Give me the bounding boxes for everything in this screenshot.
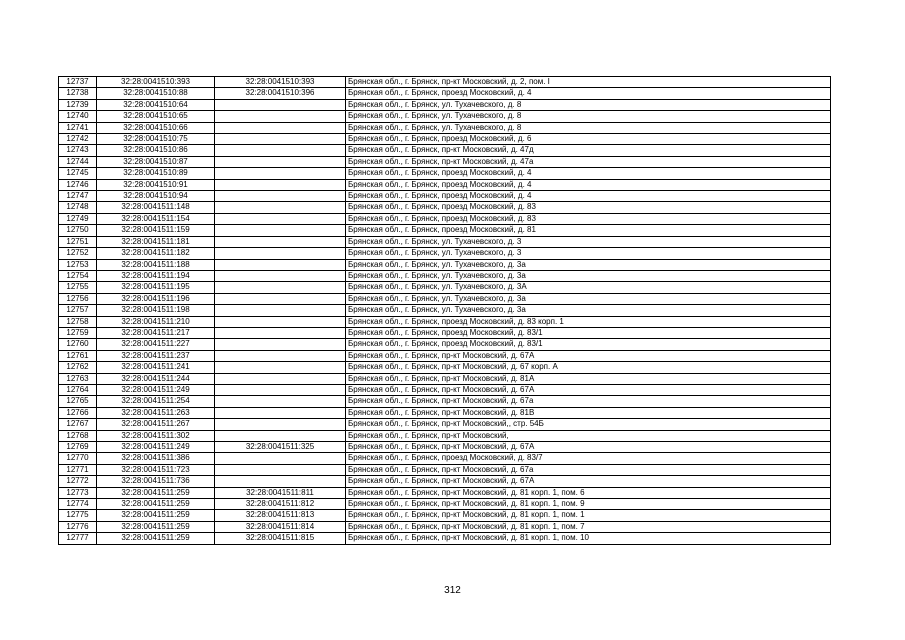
cadastral-number-cell: 32:28:0041510:66 (97, 122, 215, 133)
address-cell: Брянская обл., г. Брянск, пр-кт Московский, д. 81А (346, 373, 831, 384)
cadastral-number-cell: 32:28:0041511:386 (97, 453, 215, 464)
parent-cadastral-number-cell (215, 327, 346, 338)
cadastral-number-cell: 32:28:0041511:263 (97, 407, 215, 418)
parent-cadastral-number-cell (215, 373, 346, 384)
table-row (59, 282, 831, 293)
cadastral-number-cell: 32:28:0041510:86 (97, 145, 215, 156)
document-sheet (58, 76, 830, 545)
row-number-cell: 12776 (59, 521, 97, 532)
parent-cadastral-number-cell (215, 407, 346, 418)
parent-cadastral-number-cell: 32:28:0041511:813 (215, 510, 346, 521)
table-row (59, 464, 831, 475)
table-row (59, 373, 831, 384)
parent-cadastral-number-cell (215, 305, 346, 316)
table-row (59, 111, 831, 122)
parent-cadastral-number-cell (215, 202, 346, 213)
cadastral-number-cell: 32:28:0041510:89 (97, 168, 215, 179)
row-number-cell: 12743 (59, 145, 97, 156)
row-number-cell: 12746 (59, 179, 97, 190)
address-cell: Брянская обл., г. Брянск, ул. Тухачевского, д. 3а (346, 259, 831, 270)
address-cell: Брянская обл., г. Брянск, ул. Тухачевского, д. 3 (346, 236, 831, 247)
table-row (59, 191, 831, 202)
parent-cadastral-number-cell (215, 384, 346, 395)
parent-cadastral-number-cell: 32:28:0041511:815 (215, 533, 346, 544)
parent-cadastral-number-cell (215, 270, 346, 281)
row-number-cell: 12774 (59, 499, 97, 510)
cadastral-number-cell: 32:28:0041511:302 (97, 430, 215, 441)
row-number-cell: 12769 (59, 442, 97, 453)
row-number-cell: 12738 (59, 88, 97, 99)
table-row (59, 453, 831, 464)
parent-cadastral-number-cell (215, 111, 346, 122)
address-cell: Брянская обл., г. Брянск, проезд Московский, д. 4 (346, 179, 831, 190)
parent-cadastral-number-cell (215, 339, 346, 350)
address-cell: Брянская обл., г. Брянск, пр-кт Московский, д. 81 корп. 1, пом. 1 (346, 510, 831, 521)
table-row (59, 430, 831, 441)
parent-cadastral-number-cell (215, 350, 346, 361)
cadastral-number-cell: 32:28:0041511:259 (97, 499, 215, 510)
row-number-cell: 12768 (59, 430, 97, 441)
address-cell: Брянская обл., г. Брянск, пр-кт Московский, д. 81 корп. 1, пом. 6 (346, 487, 831, 498)
parent-cadastral-number-cell (215, 453, 346, 464)
table-row (59, 156, 831, 167)
row-number-cell: 12763 (59, 373, 97, 384)
parent-cadastral-number-cell: 32:28:0041511:812 (215, 499, 346, 510)
cadastral-number-cell: 32:28:0041510:65 (97, 111, 215, 122)
cadastral-number-cell: 32:28:0041511:195 (97, 282, 215, 293)
row-number-cell: 12744 (59, 156, 97, 167)
address-cell: Брянская обл., г. Брянск, пр-кт Московский, (346, 430, 831, 441)
address-cell: Брянская обл., г. Брянск, проезд Московский, д. 83/1 (346, 339, 831, 350)
row-number-cell: 12777 (59, 533, 97, 544)
address-cell: Брянская обл., г. Брянск, пр-кт Московский, д. 81 корп. 1, пом. 10 (346, 533, 831, 544)
cadastral-number-cell: 32:28:0041511:194 (97, 270, 215, 281)
table-row (59, 99, 831, 110)
table-row (59, 350, 831, 361)
address-cell: Брянская обл., г. Брянск, пр-кт Московский, д. 67А (346, 476, 831, 487)
address-cell: Брянская обл., г. Брянск, проезд Московский, д. 83 корп. 1 (346, 316, 831, 327)
cadastral-number-cell: 32:28:0041511:249 (97, 384, 215, 395)
cadastral-number-cell: 32:28:0041510:393 (97, 77, 215, 88)
address-cell: Брянская обл., г. Брянск, ул. Тухачевского, д. 8 (346, 111, 831, 122)
row-number-cell: 12755 (59, 282, 97, 293)
row-number-cell: 12745 (59, 168, 97, 179)
row-number-cell: 12764 (59, 384, 97, 395)
parent-cadastral-number-cell: 32:28:0041510:393 (215, 77, 346, 88)
cadastral-number-cell: 32:28:0041511:259 (97, 533, 215, 544)
address-cell: Брянская обл., г. Брянск, проезд Московский, д. 83 (346, 213, 831, 224)
row-number-cell: 12759 (59, 327, 97, 338)
row-number-cell: 12750 (59, 225, 97, 236)
table-row (59, 259, 831, 270)
table-row (59, 407, 831, 418)
row-number-cell: 12749 (59, 213, 97, 224)
cadastral-number-cell: 32:28:0041511:154 (97, 213, 215, 224)
parent-cadastral-number-cell (215, 168, 346, 179)
row-number-cell: 12773 (59, 487, 97, 498)
parent-cadastral-number-cell (215, 236, 346, 247)
cadastral-number-cell: 32:28:0041511:198 (97, 305, 215, 316)
table-row (59, 225, 831, 236)
parent-cadastral-number-cell (215, 225, 346, 236)
address-cell: Брянская обл., г. Брянск, ул. Тухачевского, д. 3А (346, 282, 831, 293)
address-cell: Брянская обл., г. Брянск, пр-кт Московский, д. 81 корп. 1, пом. 9 (346, 499, 831, 510)
table-row (59, 316, 831, 327)
parent-cadastral-number-cell: 32:28:0041511:325 (215, 442, 346, 453)
registry-table (58, 76, 831, 545)
table-row (59, 476, 831, 487)
row-number-cell: 12775 (59, 510, 97, 521)
address-cell: Брянская обл., г. Брянск, пр-кт Московский, д. 67А (346, 442, 831, 453)
table-row (59, 327, 831, 338)
parent-cadastral-number-cell (215, 430, 346, 441)
cadastral-number-cell: 32:28:0041511:254 (97, 396, 215, 407)
address-cell: Брянская обл., г. Брянск, пр-кт Московский, д. 47а (346, 156, 831, 167)
row-number-cell: 12771 (59, 464, 97, 475)
cadastral-number-cell: 32:28:0041510:88 (97, 88, 215, 99)
table-row (59, 236, 831, 247)
address-cell: Брянская обл., г. Брянск, ул. Тухачевского, д. 3а (346, 305, 831, 316)
address-cell: Брянская обл., г. Брянск, ул. Тухачевского, д. 3а (346, 293, 831, 304)
parent-cadastral-number-cell (215, 99, 346, 110)
row-number-cell: 12751 (59, 236, 97, 247)
parent-cadastral-number-cell (215, 362, 346, 373)
address-cell: Брянская обл., г. Брянск, пр-кт Московский,, стр. 54Б (346, 419, 831, 430)
table-row (59, 499, 831, 510)
row-number-cell: 12756 (59, 293, 97, 304)
parent-cadastral-number-cell (215, 145, 346, 156)
row-number-cell: 12758 (59, 316, 97, 327)
table-row (59, 419, 831, 430)
cadastral-number-cell: 32:28:0041511:259 (97, 487, 215, 498)
row-number-cell: 12740 (59, 111, 97, 122)
table-row (59, 362, 831, 373)
parent-cadastral-number-cell (215, 419, 346, 430)
cadastral-number-cell: 32:28:0041511:148 (97, 202, 215, 213)
parent-cadastral-number-cell (215, 293, 346, 304)
address-cell: Брянская обл., г. Брянск, пр-кт Московский, д. 81В (346, 407, 831, 418)
parent-cadastral-number-cell (215, 213, 346, 224)
table-row (59, 248, 831, 259)
cadastral-number-cell: 32:28:0041511:244 (97, 373, 215, 384)
parent-cadastral-number-cell: 32:28:0041510:396 (215, 88, 346, 99)
row-number-cell: 12747 (59, 191, 97, 202)
cadastral-number-cell: 32:28:0041511:259 (97, 510, 215, 521)
cadastral-number-cell: 32:28:0041511:736 (97, 476, 215, 487)
address-cell: Брянская обл., г. Брянск, проезд Московский, д. 83 (346, 202, 831, 213)
cadastral-number-cell: 32:28:0041511:723 (97, 464, 215, 475)
row-number-cell: 12748 (59, 202, 97, 213)
row-number-cell: 12760 (59, 339, 97, 350)
cadastral-number-cell: 32:28:0041510:87 (97, 156, 215, 167)
table-row (59, 339, 831, 350)
address-cell: Брянская обл., г. Брянск, проезд Московский, д. 81 (346, 225, 831, 236)
parent-cadastral-number-cell (215, 122, 346, 133)
address-cell: Брянская обл., г. Брянск, пр-кт Московский, д. 81 корп. 1, пом. 7 (346, 521, 831, 532)
row-number-cell: 12761 (59, 350, 97, 361)
address-cell: Брянская обл., г. Брянск, проезд Московский, д. 83/7 (346, 453, 831, 464)
parent-cadastral-number-cell (215, 156, 346, 167)
address-cell: Брянская обл., г. Брянск, проезд Московский, д. 6 (346, 134, 831, 145)
address-cell: Брянская обл., г. Брянск, пр-кт Московский, д. 67А (346, 384, 831, 395)
cadastral-number-cell: 32:28:0041510:91 (97, 179, 215, 190)
address-cell: Брянская обл., г. Брянск, ул. Тухачевского, д. 8 (346, 99, 831, 110)
address-cell: Брянская обл., г. Брянск, ул. Тухачевского, д. 3а (346, 270, 831, 281)
cadastral-number-cell: 32:28:0041511:227 (97, 339, 215, 350)
address-cell: Брянская обл., г. Брянск, проезд Московский, д. 83/1 (346, 327, 831, 338)
table-row (59, 384, 831, 395)
parent-cadastral-number-cell (215, 179, 346, 190)
table-row (59, 305, 831, 316)
row-number-cell: 12770 (59, 453, 97, 464)
cadastral-number-cell: 32:28:0041511:249 (97, 442, 215, 453)
table-row (59, 293, 831, 304)
cadastral-number-cell: 32:28:0041510:94 (97, 191, 215, 202)
parent-cadastral-number-cell (215, 396, 346, 407)
row-number-cell: 12737 (59, 77, 97, 88)
address-cell: Брянская обл., г. Брянск, пр-кт Московский, д. 67а (346, 464, 831, 475)
address-cell: Брянская обл., г. Брянск, пр-кт Московский, д. 67А (346, 350, 831, 361)
parent-cadastral-number-cell (215, 259, 346, 270)
address-cell: Брянская обл., г. Брянск, проезд Московский, д. 4 (346, 88, 831, 99)
table-row (59, 145, 831, 156)
row-number-cell: 12742 (59, 134, 97, 145)
cadastral-number-cell: 32:28:0041511:217 (97, 327, 215, 338)
row-number-cell: 12765 (59, 396, 97, 407)
parent-cadastral-number-cell (215, 476, 346, 487)
parent-cadastral-number-cell: 32:28:0041511:814 (215, 521, 346, 532)
table-row (59, 168, 831, 179)
cadastral-number-cell: 32:28:0041511:181 (97, 236, 215, 247)
parent-cadastral-number-cell (215, 282, 346, 293)
row-number-cell: 12752 (59, 248, 97, 259)
table-row (59, 88, 831, 99)
row-number-cell: 12767 (59, 419, 97, 430)
address-cell: Брянская обл., г. Брянск, пр-кт Московский, д. 67 корп. А (346, 362, 831, 373)
cadastral-number-cell: 32:28:0041511:241 (97, 362, 215, 373)
address-cell: Брянская обл., г. Брянск, пр-кт Московский, д. 67а (346, 396, 831, 407)
parent-cadastral-number-cell (215, 191, 346, 202)
parent-cadastral-number-cell (215, 316, 346, 327)
table-row (59, 134, 831, 145)
row-number-cell: 12754 (59, 270, 97, 281)
cadastral-number-cell: 32:28:0041510:75 (97, 134, 215, 145)
table-row (59, 442, 831, 453)
cadastral-number-cell: 32:28:0041511:259 (97, 521, 215, 532)
table-row (59, 521, 831, 532)
table-row (59, 396, 831, 407)
cadastral-number-cell: 32:28:0041511:188 (97, 259, 215, 270)
cadastral-number-cell: 32:28:0041511:182 (97, 248, 215, 259)
table-row (59, 77, 831, 88)
table-row (59, 122, 831, 133)
table-row (59, 213, 831, 224)
parent-cadastral-number-cell (215, 248, 346, 259)
address-cell: Брянская обл., г. Брянск, пр-кт Московский, д. 47д (346, 145, 831, 156)
row-number-cell: 12772 (59, 476, 97, 487)
table-row (59, 487, 831, 498)
page-number: 312 (444, 585, 461, 596)
row-number-cell: 12753 (59, 259, 97, 270)
table-row (59, 179, 831, 190)
row-number-cell: 12741 (59, 122, 97, 133)
parent-cadastral-number-cell: 32:28:0041511:811 (215, 487, 346, 498)
address-cell: Брянская обл., г. Брянск, проезд Московский, д. 4 (346, 191, 831, 202)
table-row (59, 202, 831, 213)
table-row (59, 533, 831, 544)
cadastral-number-cell: 32:28:0041511:196 (97, 293, 215, 304)
registry-table-body (59, 77, 831, 545)
parent-cadastral-number-cell (215, 464, 346, 475)
address-cell: Брянская обл., г. Брянск, ул. Тухачевского, д. 8 (346, 122, 831, 133)
address-cell: Брянская обл., г. Брянск, проезд Московский, д. 4 (346, 168, 831, 179)
row-number-cell: 12739 (59, 99, 97, 110)
address-cell: Брянская обл., г. Брянск, ул. Тухачевского, д. 3 (346, 248, 831, 259)
row-number-cell: 12757 (59, 305, 97, 316)
cadastral-number-cell: 32:28:0041511:159 (97, 225, 215, 236)
table-row (59, 510, 831, 521)
cadastral-number-cell: 32:28:0041511:237 (97, 350, 215, 361)
parent-cadastral-number-cell (215, 134, 346, 145)
table-row (59, 270, 831, 281)
row-number-cell: 12766 (59, 407, 97, 418)
cadastral-number-cell: 32:28:0041510:64 (97, 99, 215, 110)
address-cell: Брянская обл., г. Брянск, пр-кт Московский, д. 2, пом. I (346, 77, 831, 88)
cadastral-number-cell: 32:28:0041511:210 (97, 316, 215, 327)
cadastral-number-cell: 32:28:0041511:267 (97, 419, 215, 430)
row-number-cell: 12762 (59, 362, 97, 373)
